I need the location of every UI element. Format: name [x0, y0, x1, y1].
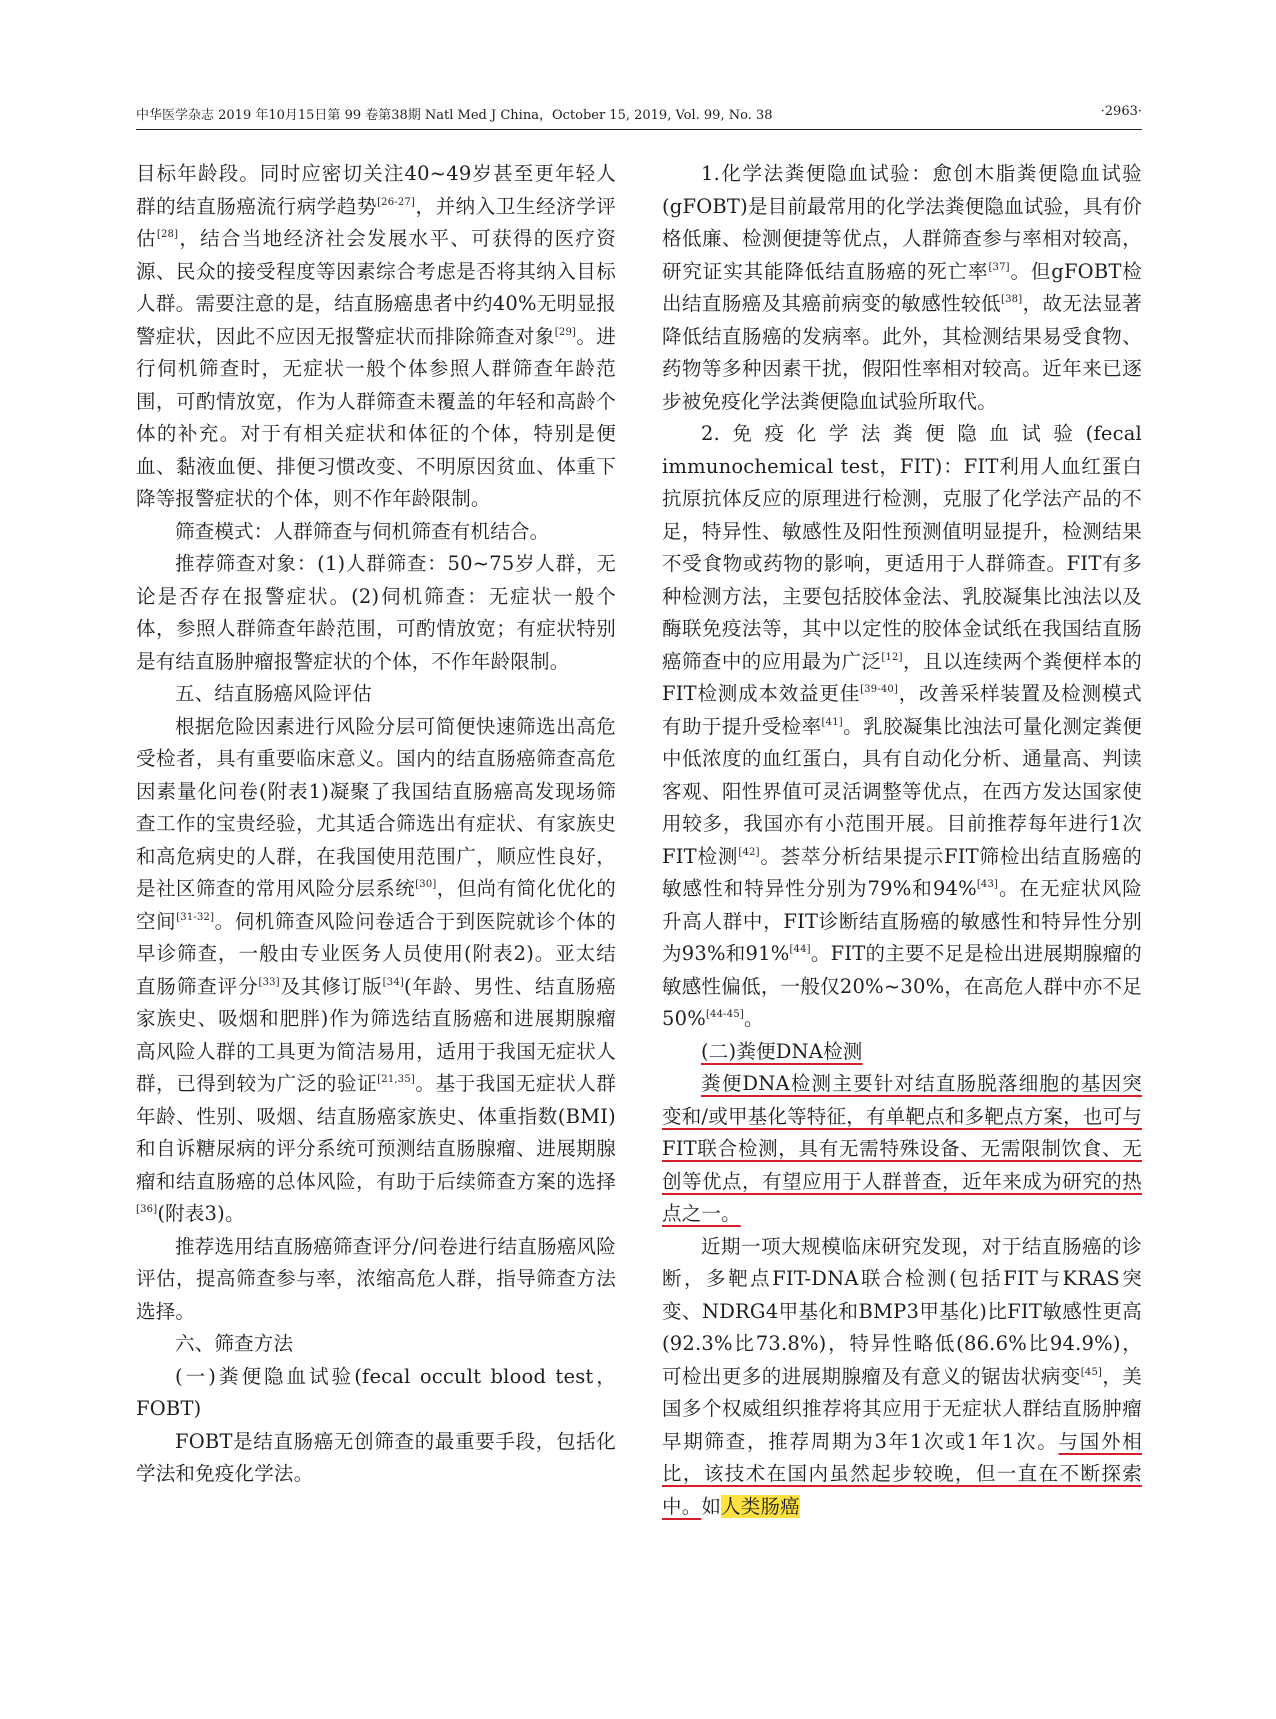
paragraph: 推荐选用结直肠癌筛查评分/问卷进行结直肠癌风险评估，提高筛查参与率，浓缩高危人群，指导筛查方法选择。 [136, 1234, 616, 1323]
right-column [662, 158, 1142, 1523]
paragraph: FOBT是结直肠癌无创筛查的最重要手段，包括化学法和免疫化学法。 [136, 1429, 616, 1485]
paragraph: 推荐筛查对象：(1)人群筛查：50~75岁人群，无论是否存在报警症状。(2)伺机筛查：无症状一般个体，参照人群筛查年龄范围，可酌情放宽；有症状特别是有结直肠肿瘤报警症状的个体，不作年龄限制。 [136, 552, 616, 673]
paragraph: 1.化学法粪便隐血试验：愈创木脂粪便隐血试验(gFOBT)是目前最常用的化学法粪便隐血试验，具有价格低廉、检测便捷等优点，人群筛查参与率相对较高，研究证实其能降低结直肠癌的死亡率[37]。但gFOBT检出结直肠癌及其癌前病变的敏感性较低[38]，故无法显著降低结直肠癌的发病率。此外，其检测结果易受食物、药物等多种因素干扰，假阳性率相对较高。近年来已逐步被免疫化学法粪便隐血试验所取代。 [662, 162, 1143, 413]
annotation-underline: 粪便DNA检测主要针对结直肠脱落细胞的基因突变和/或甲基化等特征，有单靶点和多靶点方案，也可与FIT联合检测，具有无需特殊设备、无需限制饮食、无创等优点，有望应用于人群普查，近年来成为研究的热点之一。 [662, 1072, 1142, 1225]
subsection-heading: (一)粪便隐血试验(fecal occult blood test，FOBT) [136, 1364, 616, 1420]
annotation-underline: 与国外相比，该技术在国内虽然起步较晚，但一直在不断探索中。 [662, 1429, 1142, 1518]
paragraph: 目标年龄段。同时应密切关注40~49岁甚至更年轻人群的结直肠癌流行病学趋势[26-27]，并纳入卫生经济学评估[28]，结合当地经济社会发展水平、可获得的医疗资源、民众的接受程度等因素综合考虑是否将其纳入目标人群。需要注意的是，结直肠癌患者中约40%无明显报警症状，因此不应因无报警症状而排除筛查对象[29]。进行伺机筛查时，无症状一般个体参照人群筛查年龄范围，可酌情放宽，作为人群筛查未覆盖的年轻和高龄个体的补充。对于有相关症状和体征的个体，特别是便血、黏液血便、排便习惯改变、不明原因贫血、体重下降等报警症状的个体，则不作年龄限制。 [136, 162, 617, 510]
section-heading: 六、筛查方法 [175, 1332, 294, 1355]
page-number: ·2963· [1100, 104, 1142, 119]
paragraph: 根据危险因素进行风险分层可简便快速筛选出高危受检者，具有重要临床意义。国内的结直肠癌筛查高危因素量化问卷(附表1)凝聚了我国结直肠癌高发现场筛查工作的宝贵经验，尤其适合筛选出有症状、有家族史和高危病史的人群，在我国使用范围广，顺应性良好，是社区筛查的常用风险分层系统[30]，但尚有简化优化的空间[31-32]。伺机筛查风险问卷适合于到医院就诊个体的早诊筛查，一般由专业医务人员使用(附表2)。亚太结直肠筛查评分[33]及其修订版[34](年龄、男性、结直肠癌家族史、吸烟和肥胖)作为筛选结直肠癌和进展期腺瘤高风险人群的工具更为简洁易用，适用于我国无症状人群，已得到较为广泛的验证[21,35]。基于我国无症状人群年龄、性别、吸烟、结直肠癌家族史、体重指数(BMI)和自诉糖尿病的评分系统可预测结直肠腺瘤、进展期腺瘤和结直肠癌的总体风险，有助于后续筛查方案的选择[36](附表3)。 [136, 714, 616, 1225]
section-heading: 五、结直肠癌风险评估 [175, 682, 373, 705]
running-header [136, 104, 1142, 130]
journal-citation: 中华医学杂志 2019 年10月15日第 99 卷第38期 Natl Med J China，October 15, 2019, Vol. 99, No. 38 [136, 108, 773, 123]
paragraph-annotated [662, 1068, 1142, 1231]
paragraph: 筛查模式：人群筛查与伺机筛查有机结合。 [175, 519, 550, 543]
annotation-underline: (二)粪便DNA检测 [701, 1039, 863, 1063]
left-column [136, 158, 616, 1491]
paragraph: 2.免疫化学法粪便隐血试验(fecal immunochemical test，FIT)：FIT利用人血红蛋白抗原抗体反应的原理进行检测，克服了化学法产品的不足，特异性、敏感性及阳性预测值明显提升，检测结果不受食物或药物的影响，更适用于人群筛查。FIT有多种检测方法，主要包括胶体金法、乳胶凝集比浊法以及酶联免疫法等，其中以定性的胶体金试纸在我国结直肠癌筛查中的应用最为广泛[12]，且以连续两个粪便样本的FIT检测成本效益更佳[39-40]，改善采样装置及检测模式有助于提升受检率[41]。乳胶凝集比浊法可量化测定粪便中低浓度的血红蛋白，具有自动化分析、通量高、判读客观、阳性界值可灵活调整等优点，在西方发达国家使用较多，我国亦有小范围开展。目前推荐每年进行1次FIT检测[42]。荟萃分析结果提示FIT筛检出结直肠癌的敏感性和特异性分别为79%和94%[43]。在无症状风险升高人群中，FIT诊断结直肠癌的敏感性和特异性分别为93%和91%[44]。FIT的主要不足是检出进展期腺瘤的敏感性偏低，一般仅20%~30%，在高危人群中亦不足50%[44-45]。 [662, 422, 1143, 1030]
paragraph: 近期一项大规模临床研究发现，对于结直肠癌的诊断，多靶点FIT-DNA联合检测(包括FIT与KRAS突变、NDRG4甲基化和BMP3甲基化)比FIT敏感性更高(92.3%比73.8%)，特异性略低(86.6%比94.9%)，可检出更多的进展期腺瘤及有意义的锯齿状病变[45]，美国多个权威组织推荐将其应用于无症状人群结直肠肿瘤早期筛查，推荐周期为3年1次或1年1次。与国外相比，该技术在国内虽然起步较晚，但一直在不断探索中。如人类肠癌 [662, 1234, 1142, 1518]
annotation-highlight: 人类肠癌 [721, 1494, 800, 1518]
subsection-heading [662, 1036, 1142, 1069]
